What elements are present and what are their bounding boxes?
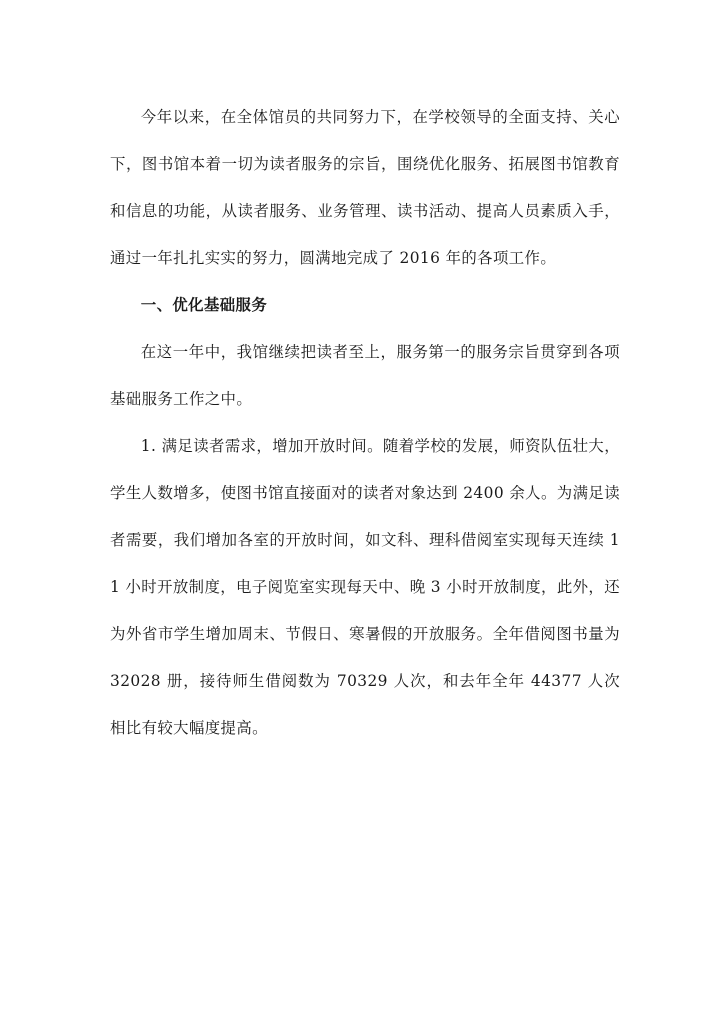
section-body-paragraph: 在这一年中，我馆继续把读者至上，服务第一的服务宗旨贯穿到各项基础服务工作之中。 bbox=[110, 343, 620, 408]
document-body bbox=[110, 94, 620, 752]
intro-paragraph: 今年以来，在全体馆员的共同努力下，在学校领导的全面支持、关心下，图书馆本着一切为读者服务的宗旨，围绕优化服务、拓展图书馆教育和信息的功能，从读者服务、业务管理、读书活动、提高人员素质入手，通过一年扎扎实实的努力，圆满地完成了 2016 年的各项工作。 bbox=[110, 108, 620, 267]
section-heading: 一、优化基础服务 bbox=[140, 296, 268, 314]
list-item-paragraph: 1. 满足读者需求，增加开放时间。随着学校的发展，师资队伍壮大，学生人数增多，使图书馆直接面对的读者对象达到 2400 余人。为满足读者需要，我们增加各室的开放时间，如文科、理科借阅室实现每天连续 11 小时开放制度，电子阅览室实现每天中、晚 3 小时开放制度，此外，还为外省市学生增加周末、节假日、寒暑假的开放服务。全年借阅图书量为 32028 册，接待师生借阅数为 70329 人次，和去年全年 44377 人次相比有较大幅度提高。 bbox=[110, 437, 620, 737]
